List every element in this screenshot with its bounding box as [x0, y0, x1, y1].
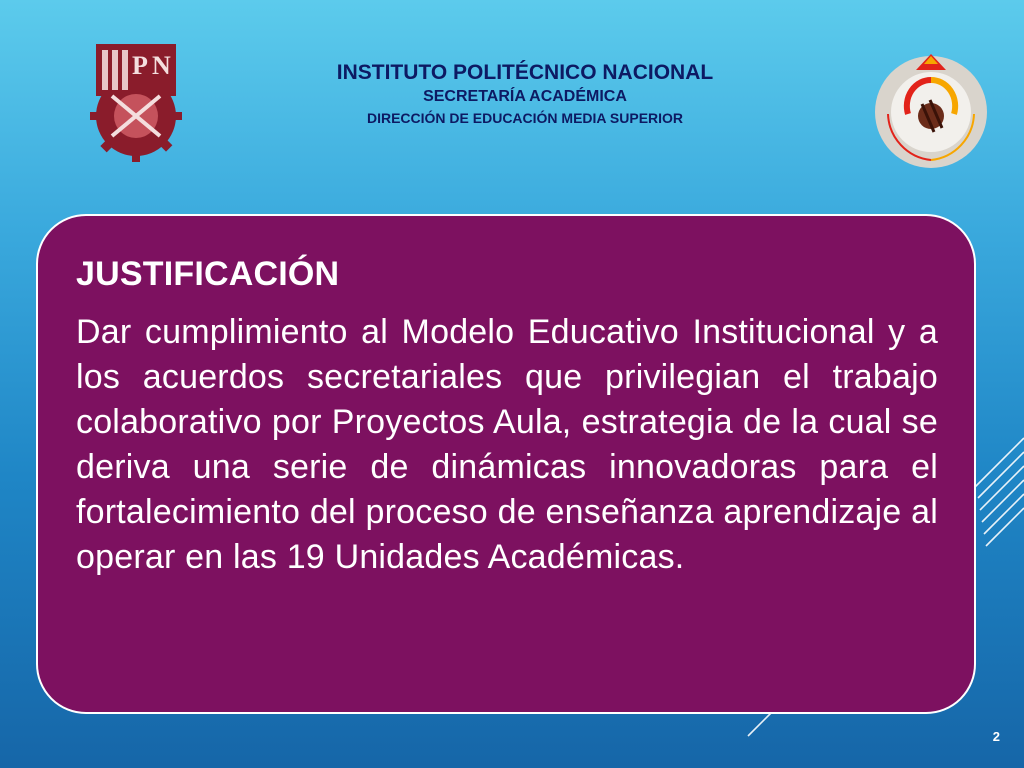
- secretariat-name: SECRETARÍA ACADÉMICA: [423, 88, 627, 105]
- institution-header: [250, 60, 800, 128]
- justification-card: [36, 214, 976, 714]
- card-title: JUSTIFICACIÓN: [76, 255, 340, 293]
- svg-text:N: N: [152, 51, 171, 80]
- ipn-logo-text: [132, 51, 171, 80]
- svg-text:P: P: [132, 51, 148, 80]
- dems-logo: [872, 44, 990, 174]
- institution-name: INSTITUTO POLITÉCNICO NACIONAL: [336, 61, 714, 84]
- ipn-logo: [82, 36, 190, 168]
- card-body: Dar cumplimiento al Modelo Educativo Institucional y a los acuerdos secretariales que privilegian el trabajo colaborativo por Proyectos Aula, estrategia de la cual se deriva una serie de dinámicas innovadoras para el fortalecimiento del proceso de enseñanza aprendizaje al operar en las 19 Unidades Académicas.: [76, 313, 938, 576]
- page-number: 2: [992, 729, 1000, 744]
- direction-name: DIRECCIÓN DE EDUCACIÓN MEDIA SUPERIOR: [366, 110, 684, 126]
